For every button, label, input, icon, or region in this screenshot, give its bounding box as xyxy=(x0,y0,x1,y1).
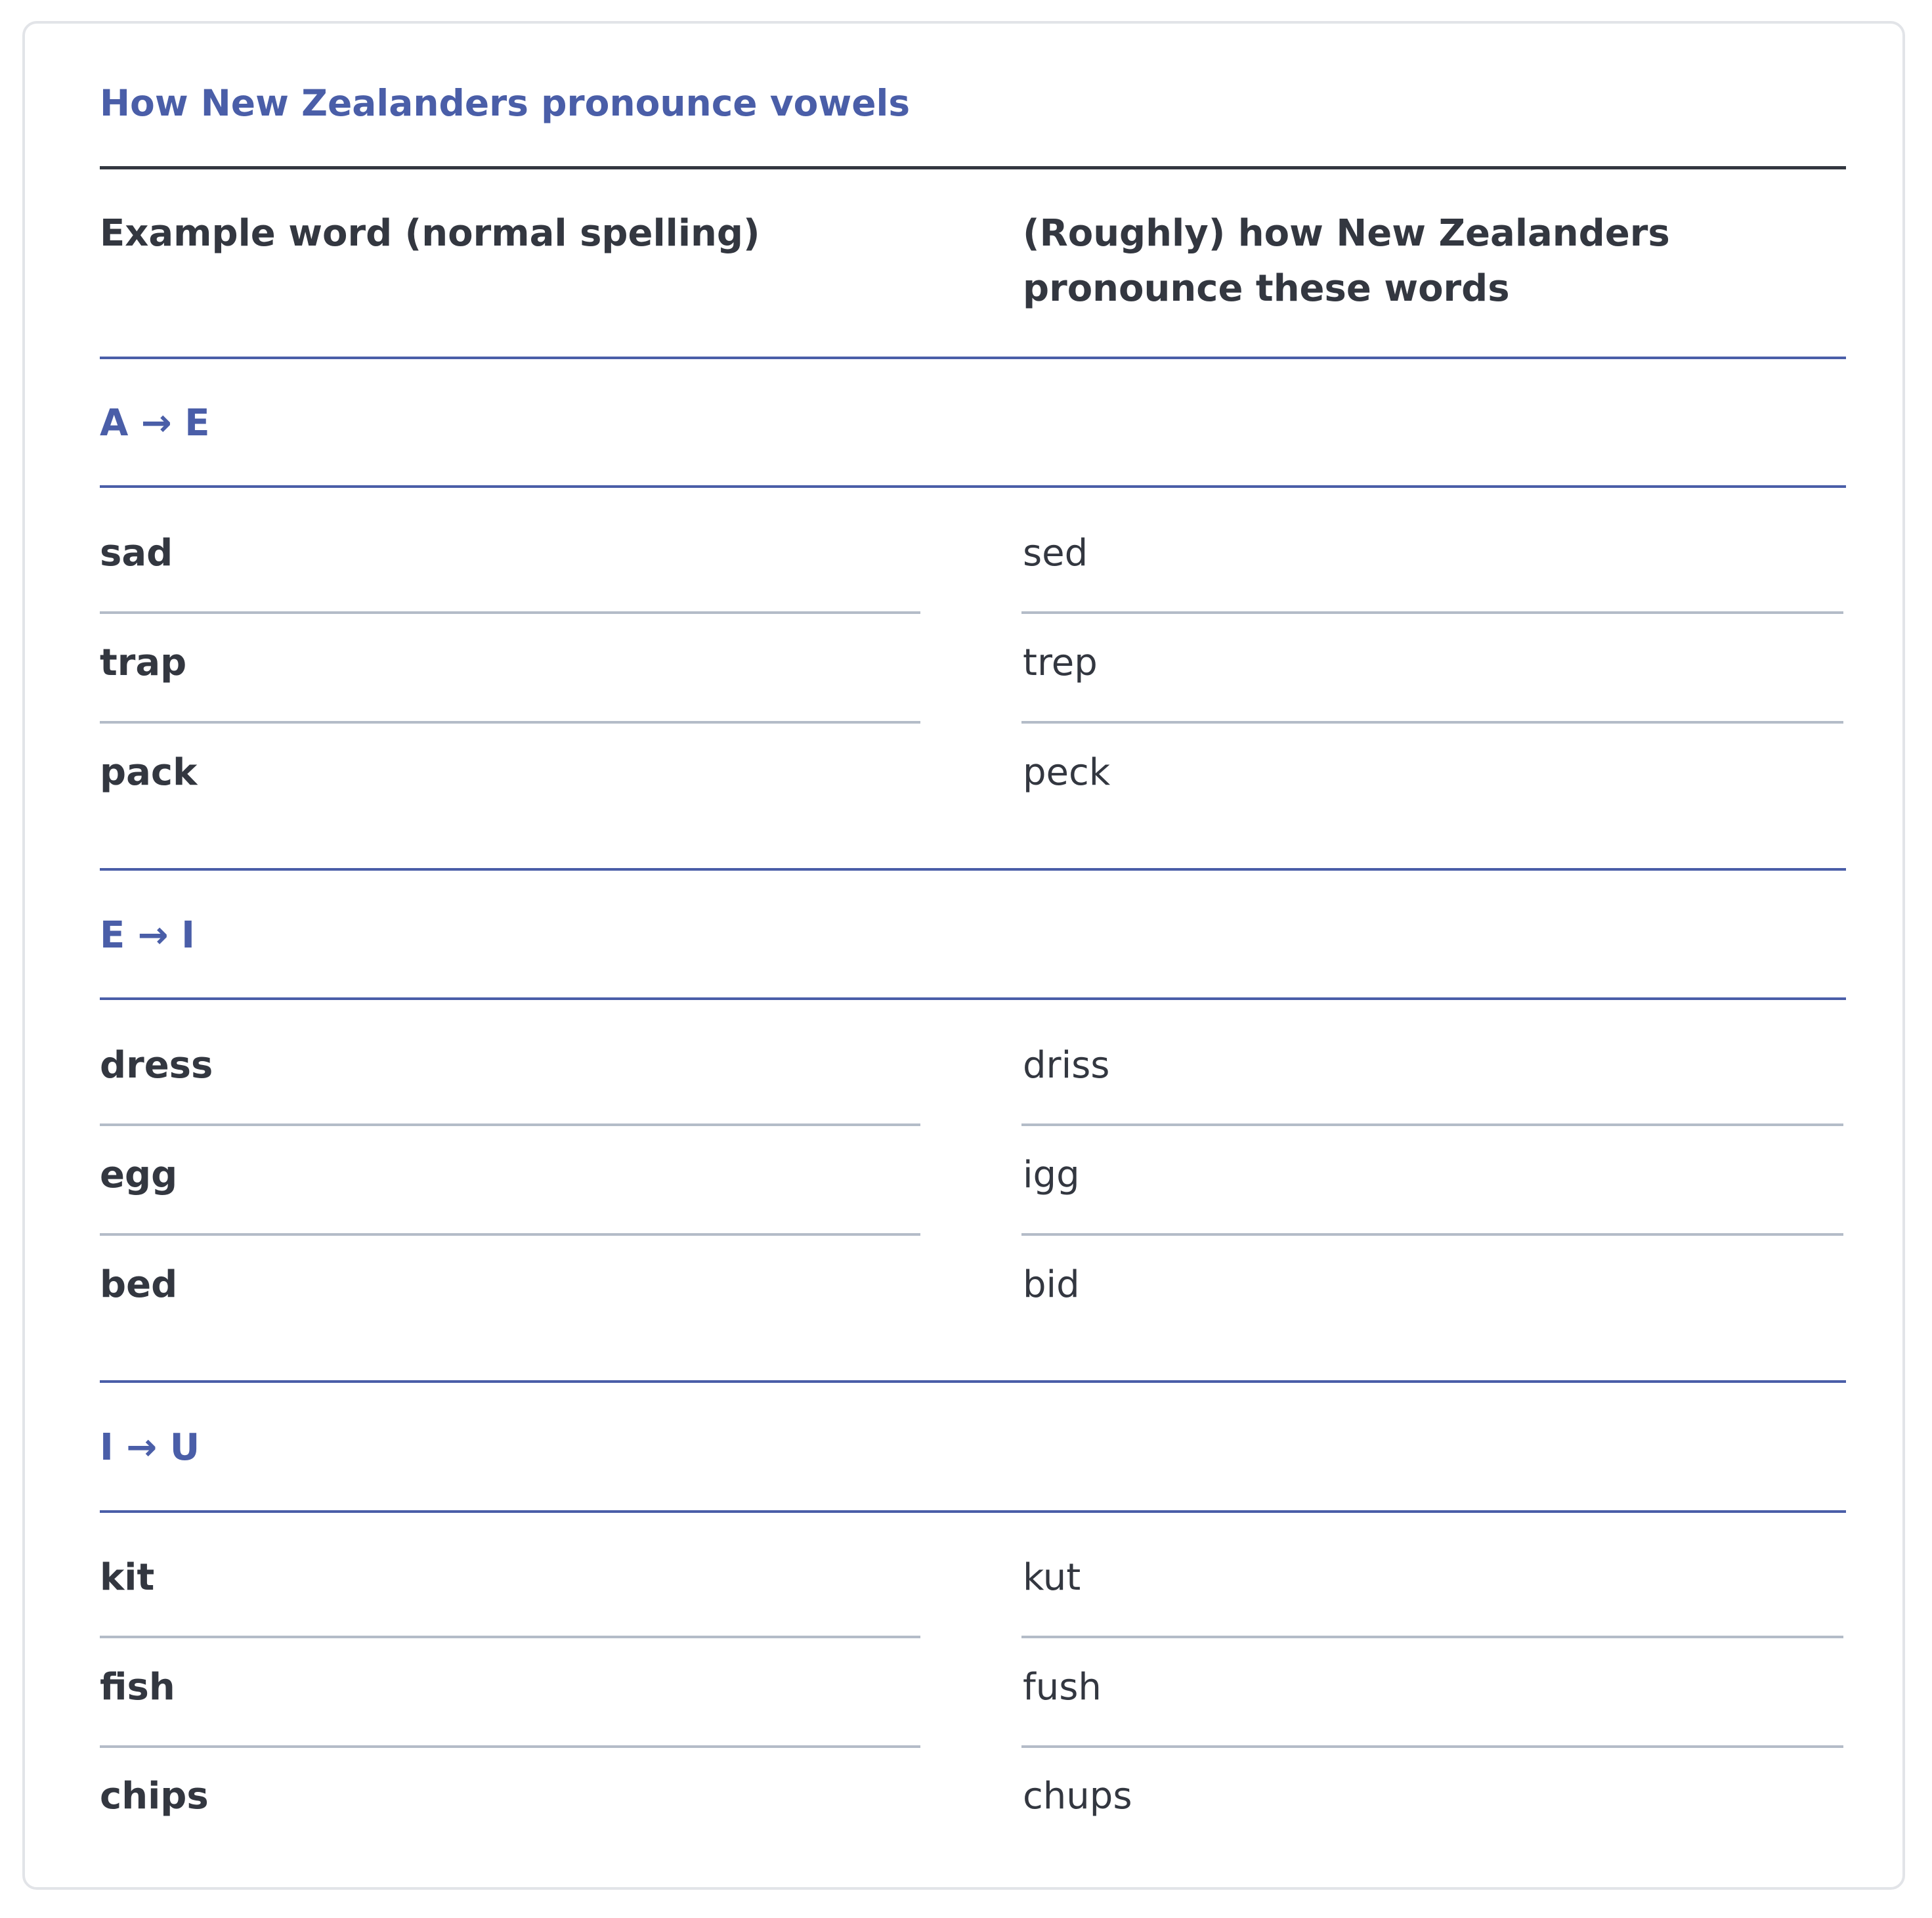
row-divider xyxy=(100,721,920,724)
group-label-e-to-i: E → I xyxy=(100,914,196,957)
row-divider xyxy=(1021,611,1843,614)
row-divider xyxy=(100,611,920,614)
row-divider xyxy=(100,1233,920,1236)
group-label-a-to-e: A → E xyxy=(100,402,210,445)
example-word: trap xyxy=(100,642,187,684)
row-divider xyxy=(100,1745,920,1748)
pronunciation: chups xyxy=(1023,1775,1132,1818)
pronunciation: peck xyxy=(1023,751,1111,794)
example-word: fish xyxy=(100,1666,175,1709)
pronunciation: igg xyxy=(1023,1154,1080,1196)
row-divider xyxy=(1021,1233,1843,1236)
group-divider xyxy=(100,868,1846,871)
pronunciation: driss xyxy=(1023,1044,1110,1087)
group-label-i-to-u: I → U xyxy=(100,1426,200,1469)
example-word: bed xyxy=(100,1263,178,1306)
column-header-pronunciation: (Roughly) how New Zealanders pronounce these words xyxy=(1023,212,1670,310)
group-divider xyxy=(100,485,1846,488)
header-top-rule xyxy=(100,166,1846,169)
example-word: chips xyxy=(100,1775,209,1818)
pronunciation: kut xyxy=(1023,1556,1081,1599)
table-title: How New Zealanders pronounce vowels xyxy=(100,82,911,124)
row-divider xyxy=(100,1636,920,1638)
row-divider xyxy=(1021,1123,1843,1126)
row-divider xyxy=(1021,721,1843,724)
row-divider xyxy=(100,1123,920,1126)
pronunciation: sed xyxy=(1023,532,1088,575)
example-word: dress xyxy=(100,1044,213,1087)
row-divider xyxy=(1021,1636,1843,1638)
group-divider xyxy=(100,1510,1846,1513)
group-divider xyxy=(100,997,1846,1000)
pronunciation: bid xyxy=(1023,1263,1080,1306)
example-word: kit xyxy=(100,1556,155,1599)
column-header-example-word: Example word (normal spelling) xyxy=(100,212,760,255)
example-word: egg xyxy=(100,1154,178,1196)
group-divider xyxy=(100,1380,1846,1383)
example-word: sad xyxy=(100,532,173,575)
pronunciation: fush xyxy=(1023,1666,1102,1709)
example-word: pack xyxy=(100,751,198,794)
pronunciation: trep xyxy=(1023,642,1098,684)
header-bottom-rule xyxy=(100,357,1846,359)
row-divider xyxy=(1021,1745,1843,1748)
